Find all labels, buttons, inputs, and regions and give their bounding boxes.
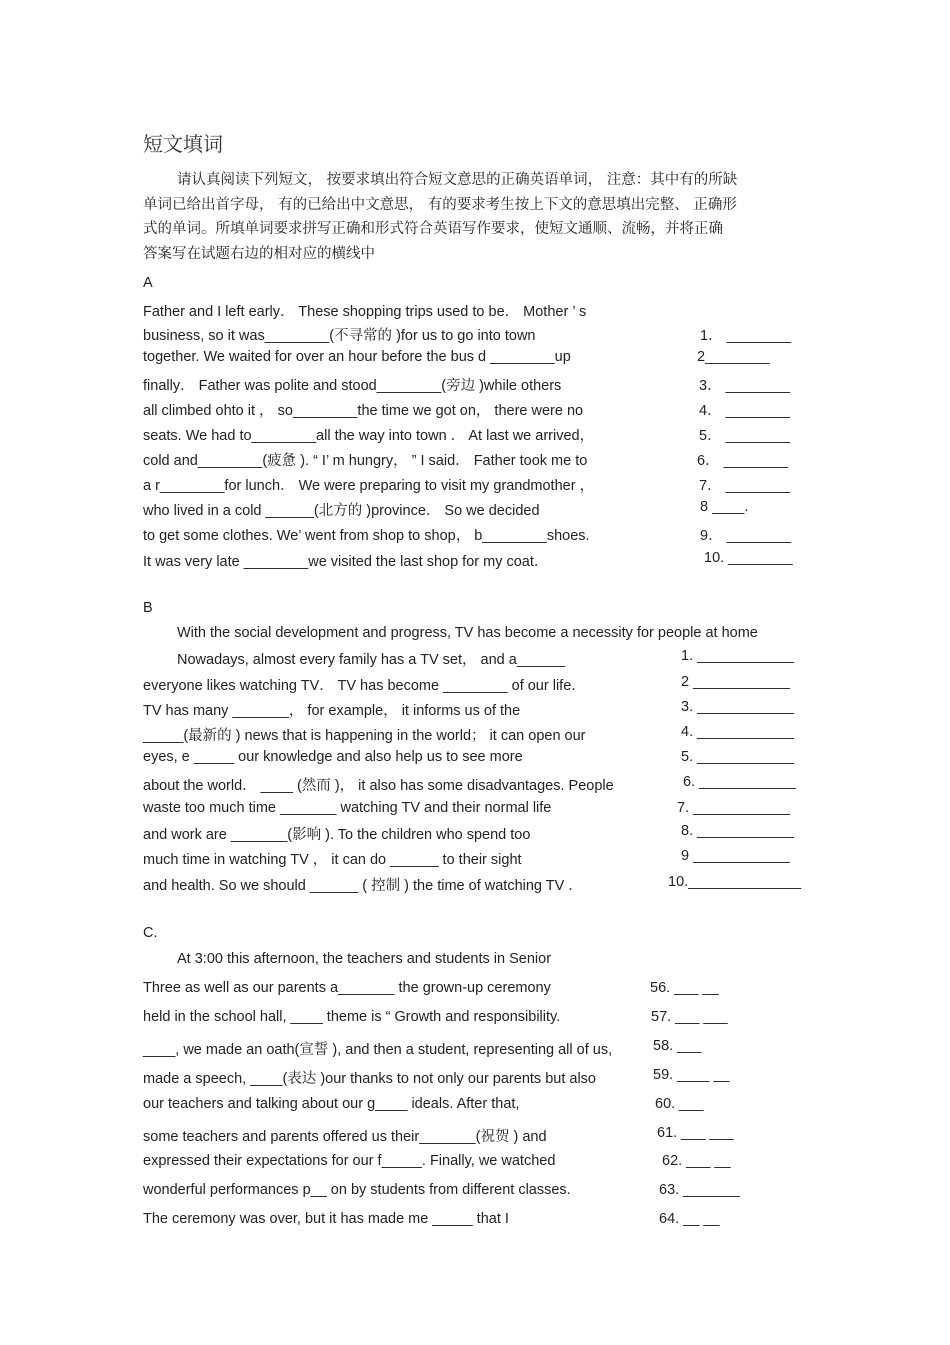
passage-text: The ceremony was over, but it has made me _____ that I [143,1211,509,1227]
answer-blank[interactable]: 2 ____________ [681,674,790,690]
answer-blank[interactable]: 2________ [697,349,770,365]
passage-line [0,550,950,572]
passage-text: eyes, e _____ our knowledge and also help us to see more [143,749,523,765]
answer-blank[interactable]: 60. ___ [655,1096,704,1112]
passage-line [0,980,950,1002]
passage-text: With the social development and progress, TV has become a necessity for people at home [177,625,758,641]
passage-text: expressed their expectations for our f_____. Finally, we watched [143,1153,556,1169]
answer-blank[interactable]: 3. ____________ [681,699,794,715]
passage-text: business, so it was________(不寻常的 )for us to go into town [143,328,536,344]
answer-blank[interactable]: 9． ________ [700,528,792,544]
passage-text: about the world． ____ (然而 )， it also has some disadvantages. People [143,778,614,794]
passage-line [0,499,950,521]
answer-blank[interactable]: 4． ________ [699,403,791,419]
passage-text: finally． Father was polite and stood________(旁边 )while others [143,378,562,394]
passage-line [0,424,950,446]
answer-blank[interactable]: 59. ____ __ [653,1067,730,1083]
passage-line [0,951,950,973]
passage-line [0,300,950,322]
passage-line [0,699,950,721]
passage-line [0,1153,950,1175]
passage-line [0,374,950,396]
passage-text: our teachers and talking about our g____ ideals. After that, [143,1096,520,1112]
passage-text: a r________for lunch． We were preparing to visit my grandmother ， [143,478,595,494]
passage-text: seats. We had to________all the way into town ． At last we arrived， [143,428,595,444]
passage-text: Three as well as our parents a_______ the grown-up ceremony [143,980,551,996]
answer-blank[interactable]: 6． ________ [697,453,789,469]
answer-blank[interactable]: 3． ________ [699,378,791,394]
answer-blank[interactable]: 9 ____________ [681,848,790,864]
instructions-line: 单词已给出首字母， 有的已给出中文意思， 有的要求考生按上下文的意思填出完整、 正确形 [143,196,737,213]
answer-blank[interactable]: 1. ____________ [681,648,794,664]
passage-line [0,474,950,496]
passage-line [0,349,950,371]
passage-text: _____(最新的 ) news that is happening in the world； it can open our [143,728,586,744]
passage-line [0,749,950,771]
passage-line [0,399,950,421]
answer-blank[interactable]: 61. ___ ___ [657,1125,734,1141]
answer-blank[interactable]: 4. ____________ [681,724,794,740]
answer-blank[interactable]: 63. _______ [659,1182,740,1198]
passage-text: and work are _______(影响 ). To the children who spend too [143,827,531,843]
section-c-label: C. [143,925,158,941]
passage-text: who lived in a cold ______(北方的 )province． So we decided [143,503,540,519]
answer-blank[interactable]: 57. ___ ___ [651,1009,728,1025]
passage-text: ____, we made an oath(宣誓 ), and then a student, representing all of us, [143,1042,613,1058]
passage-line [0,674,950,696]
passage-text: everyone likes watching TV． TV has become ________ of our life． [143,678,586,694]
passage-line [0,848,950,870]
passage-text: Father and I left early． These shopping trips used to be． Mother ’ s [143,304,587,320]
answer-blank[interactable]: 7． ________ [699,478,791,494]
passage-line [0,1182,950,1204]
answer-blank[interactable]: 10.______________ [668,874,802,890]
answer-blank[interactable]: 62. ___ __ [662,1153,731,1169]
passage-line [0,524,950,546]
passage-line [0,874,950,896]
section-a-label: A [143,275,153,291]
passage-text: much time in watching TV ， it can do ______ to their sight [143,852,522,868]
passage-line [0,800,950,822]
passage-line [0,449,950,471]
passage-line [0,1009,950,1031]
passage-text: to get some clothes. We’ went from shop to shop， b________shoes. [143,528,590,544]
page-title: 短文填词 [143,132,223,156]
passage-text: TV has many _______， for example， it informs us of the [143,703,521,719]
passage-text: all climbed ohto it ， so________the time we got on， there were no [143,403,584,419]
passage-text: made a speech, ____(表达 )our thanks to not only our parents but also [143,1071,596,1087]
passage-line [0,324,950,346]
instructions-line: 答案写在试题右边的相对应的横线中 [143,245,375,262]
passage-line [0,1211,950,1233]
instructions-paragraph [143,168,808,266]
answer-blank[interactable]: 5. ____________ [681,749,794,765]
answer-blank[interactable]: 8 ____. [700,499,749,515]
answer-blank[interactable]: 58. ___ [653,1038,702,1054]
passage-line [0,625,950,647]
passage-text: At 3:00 this afternoon, the teachers and students in Senior [177,951,552,967]
passage-line [0,724,950,746]
passage-text: Nowadays, almost every family has a TV set， and a______ [177,652,566,668]
answer-blank[interactable]: 8. ____________ [681,823,794,839]
answer-blank[interactable]: 10. ________ [704,550,793,566]
passage-text: held in the school hall, ____ theme is “ Growth and responsibility. [143,1009,561,1025]
answer-blank[interactable]: 5． ________ [699,428,791,444]
passage-text: wonderful performances p__ on by students from different classes. [143,1182,571,1198]
instructions-line: 请认真阅读下列短文， 按要求填出符合短文意思的正确英语单词， 注意：其中有的所缺 [177,172,738,188]
passage-line [0,1067,950,1089]
passage-line [0,774,950,796]
passage-text: waste too much time _______ watching TV and their normal life [143,800,552,816]
passage-text: It was very late ________we visited the last shop for my coat． [143,554,549,570]
passage-line [0,1125,950,1147]
passage-text: cold and________(疲惫 ). “ I’ m hungry， ” I said． Father took me to [143,453,588,469]
answer-blank[interactable]: 6. ____________ [683,774,796,790]
section-b-label: B [143,600,153,616]
answer-blank[interactable]: 56. ___ __ [650,980,719,996]
passage-line [0,1038,950,1060]
answer-blank[interactable]: 7. ____________ [677,800,790,816]
passage-text: and health. So we should ______ ( 控制 ) the time of watching TV ． [143,878,583,894]
passage-text: together. We waited for over an hour before the bus d ________up [143,349,571,365]
passage-text: some teachers and parents offered us their_______(祝贺 ) and [143,1129,547,1145]
instructions-line: 式的单词。所填单词要求拼写正确和形式符合英语写作要求，使短文通顺、流畅，并将正确 [143,221,723,237]
passage-line [0,1096,950,1118]
passage-line [0,648,950,670]
answer-blank[interactable]: 64. __ __ [659,1211,720,1227]
answer-blank[interactable]: 1． ________ [700,328,792,344]
passage-line [0,823,950,845]
